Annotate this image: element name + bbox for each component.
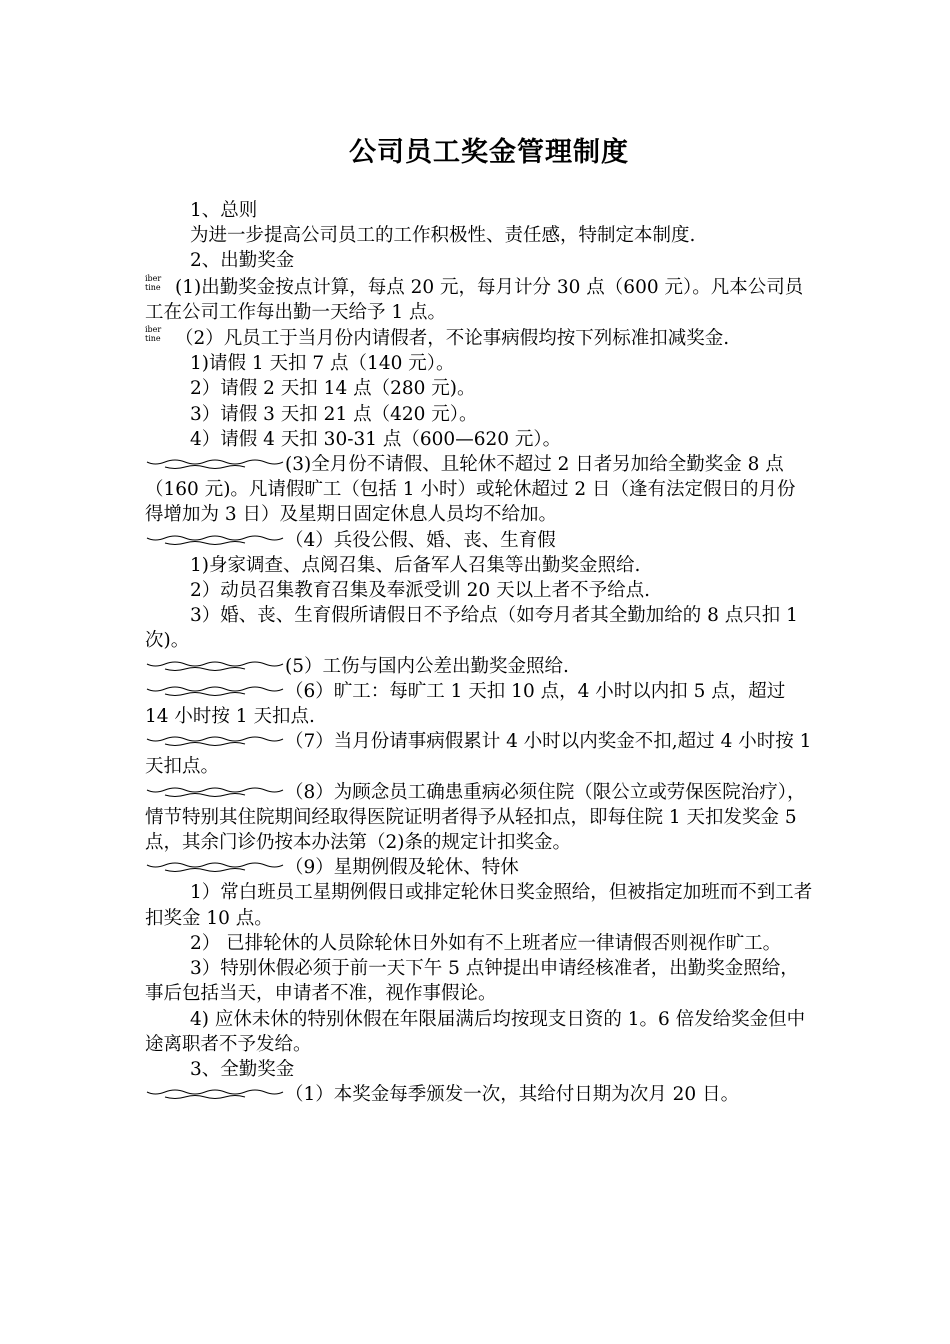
wavy-line-icon <box>145 859 285 875</box>
paragraph: iber tine (1)出勤奖金按点计算，每点 20 元，每月计分 30 点（600 元）。凡本公司员工在公司工作每出勤一天给予 1 点。 <box>145 273 804 323</box>
paragraph: iber tine （2）凡员工于当月份内请假者，不论事病假均按下列标准扣减奖金. <box>145 325 730 350</box>
paragraph: 3、全勤奖金 <box>190 1058 295 1080</box>
paragraph: 4) 应休未休的特别休假在年限届满后均按现支日资的 1。6 倍发给奖金但中途离职者不予发给。 <box>145 1008 806 1055</box>
paragraph: （9）星期例假及轮休、特休 <box>145 855 813 880</box>
paragraph: 1）常白班员工星期例假日或排定轮休日奖金照给，但被指定加班而不到工者扣奖金 10 点。 <box>145 882 813 929</box>
wavy-line-icon <box>145 532 285 548</box>
paragraph: 2）动员召集教育召集及奉派受训 20 天以上者不予给点. <box>190 580 650 602</box>
paragraph: 3）婚、丧、生育假所请假日不予给点（如夸月者其全勤加给的 8 点只扣 1 次)。 <box>145 605 798 652</box>
document-title: 公司员工奖金管理制度 <box>349 137 629 168</box>
paragraph: 1、总则 <box>190 200 258 221</box>
wavy-line-icon <box>145 784 285 800</box>
wavy-line-icon <box>145 456 285 472</box>
paragraph: （6）旷工：每旷工 1 天扣 10 点，4 小时以内扣 5 点，超过 14 小时按 1 天扣点. <box>145 680 786 728</box>
wavy-line-icon <box>145 733 285 749</box>
paragraph: 2、出勤奖金 <box>190 250 295 272</box>
paragraph: (3)全月份不请假、且轮休不超过 2 日者另加给全勤奖金 8 点（160 元)。凡请假旷工（包括 1 小时）或轮休超过 2 日（逢有法定假日的月份得增加为 3 日）及星期日固定休息人员均不给加。 <box>145 454 796 526</box>
paragraph: (5）工伤与国内公差出勤奖金照给. <box>145 654 813 679</box>
paragraph: 2） 已排轮休的人员除轮休日外如有不上班者应一律请假否则视作旷工。 <box>190 932 782 954</box>
paragraph: 2）请假 2 天扣 14 点（280 元)。 <box>190 378 476 400</box>
wavy-line-icon <box>145 683 285 699</box>
wavy-line-icon <box>145 658 285 674</box>
wavy-line-icon <box>145 1086 285 1102</box>
paragraph: 3）特别休假必须于前一天下午 5 点钟提出申请经核准者，出勤奖金照给，事后包括当天，申请者不准，视作事假论。 <box>145 958 799 1005</box>
paragraph: 1)请假 1 天扣 7 点（140 元）。 <box>190 353 455 375</box>
libertine-glyph: iber tine <box>145 273 162 292</box>
paragraph: 1)身家调查、点阅召集、后备军人召集等出勤奖金照给. <box>190 554 641 576</box>
libertine-glyph: iber tine <box>145 325 162 344</box>
paragraph: （1）本奖金每季颁发一次，其给付日期为次月 20 日。 <box>145 1082 813 1107</box>
paragraph: （4）兵役公假、婚、丧、生育假 <box>145 528 813 553</box>
paragraph: 为进一步提高公司员工的工作积极性、责任感，特制定本制度. <box>190 225 696 247</box>
document-body <box>145 198 813 1107</box>
paragraph: 3）请假 3 天扣 21 点（420 元）。 <box>190 403 478 425</box>
paragraph: （8）为顾念员工确患重病必须住院（限公立或劳保医院治疗），情节特别其住院期间经取得医院证明者得予从轻扣点，即每住院 1 天扣发奖金 5 点，其余门诊仍按本办法第（2)条的规定计扣奖金。 <box>145 781 806 854</box>
paragraph: 4）请假 4 天扣 30-31 点（600—620 元）。 <box>190 428 562 450</box>
paragraph: （7）当月份请事病假累计 4 小时以内奖金不扣,超过 4 小时按 1 天扣点。 <box>145 731 812 778</box>
